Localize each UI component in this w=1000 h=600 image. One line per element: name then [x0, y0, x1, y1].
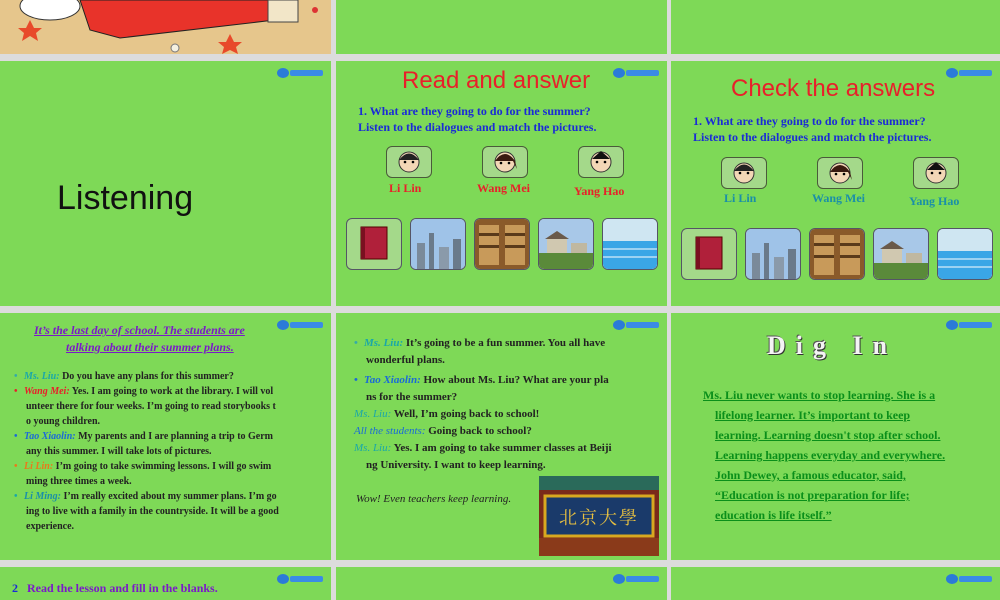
section-number: 2 — [12, 581, 18, 595]
avatar-yang-hao — [578, 146, 624, 178]
fill-blanks-heading — [12, 581, 218, 596]
dialogue-line-cont: ng University. I want to keep learning. — [366, 459, 546, 471]
dialogue-line: • Li Lin: I’m going to take swimming lessons. I will go swim — [14, 461, 272, 472]
logo-icon — [613, 319, 659, 331]
picture-library[interactable] — [474, 218, 530, 270]
dialogue-line: All the students: Going back to school? — [354, 425, 532, 437]
slide-fill-blanks[interactable] — [0, 567, 331, 600]
slide-read-answer[interactable] — [336, 61, 667, 306]
dialogue-line-cont: ns for the summer? — [366, 391, 458, 403]
picture-library[interactable] — [809, 228, 865, 280]
slide-title-read-answer: Read and answer — [402, 67, 591, 94]
logo-icon — [613, 67, 659, 79]
picture-city[interactable] — [410, 218, 466, 270]
dialogue-line-cont: ming three times a week. — [26, 476, 132, 487]
slide-top-right[interactable] — [671, 0, 1000, 54]
slide-listening[interactable] — [0, 61, 331, 306]
dialogue-line-cont: experience. — [26, 521, 75, 532]
logo-icon — [277, 573, 323, 585]
dialogue-line-cont: ing to live with a family in the countryside. It will be a good — [26, 506, 279, 517]
logo-icon — [946, 67, 992, 79]
name-wang-mei: Wang Mei — [477, 181, 530, 195]
slide-top-left[interactable] — [0, 0, 331, 54]
avatar-wang-mei — [482, 146, 528, 178]
picture-swimming-pool[interactable] — [937, 228, 993, 280]
avatar-li-lin — [721, 157, 767, 189]
section-text: Read the lesson and fill in the blanks. — [27, 581, 218, 595]
slide-title-check-answers: Check the answers — [731, 75, 936, 102]
instruction-text: Listen to the dialogues and match the pictures. — [693, 130, 932, 144]
slide-dialogue-1[interactable] — [0, 313, 331, 560]
dialogue-line: • Ms. Liu: It’s going to be a fun summer. You all have — [354, 337, 606, 349]
picture-university-gate — [539, 476, 659, 556]
slide-title-listening: Listening — [57, 179, 194, 217]
question-text: 1. What are they going to do for the summer? — [358, 104, 591, 118]
picture-countryside[interactable] — [873, 228, 929, 280]
name-yang-hao: Yang Hao — [574, 184, 625, 198]
picture-book[interactable] — [681, 228, 737, 280]
logo-icon — [946, 319, 992, 331]
dialogue-line-cont: wonderful plans. — [366, 354, 445, 366]
logo-icon — [277, 319, 323, 331]
slide-dialogue-2[interactable] — [336, 313, 667, 560]
name-li-lin: Li Lin — [724, 191, 757, 205]
slide-bottom-middle[interactable] — [336, 567, 667, 600]
picture-book[interactable] — [346, 218, 402, 270]
avatar-li-lin — [386, 146, 432, 178]
beach-illustration — [0, 0, 331, 54]
name-yang-hao: Yang Hao — [909, 194, 960, 208]
dialogue-lines — [354, 335, 654, 474]
logo-icon — [613, 573, 659, 585]
dialogue-line-cont: unteer there for four weeks. I’m going to read storybooks t — [26, 401, 276, 412]
dialogue-line: Ms. Liu: Yes. I am going to take summer classes at Beiji — [354, 442, 612, 454]
slide-dig-in[interactable] — [671, 313, 1000, 560]
slide-bottom-right[interactable] — [671, 567, 1000, 600]
slide-title-dig-in: Dig In — [767, 331, 898, 360]
dialogue-line: • Tao Xiaolin: How about Ms. Liu? What are your pla — [354, 374, 609, 386]
avatar-yang-hao — [913, 157, 959, 189]
dialogue-line-cont: any this summer. I will take lots of pictures. — [26, 446, 212, 457]
dialogue-line: • Wang Mei: Yes. I am going to work at the library. I will vol — [14, 386, 274, 397]
question-text: 1. What are they going to do for the summer? — [693, 114, 926, 128]
dig-in-paragraph: Ms. Liu never wants to stop learning. She is a lifelong learner. It’s important to keep learning. Learning doesn't stop after school. Learning happens everyday and everywhere. John Dewey, a famous educator, said, “Education is not preparation for life; education is life itself.” — [703, 388, 946, 522]
slide-top-middle[interactable] — [336, 0, 667, 54]
dialogue-heading-line-1: It’s the last day of school. The students are — [34, 323, 245, 337]
dialogue-line-cont: o young children. — [26, 416, 100, 427]
slide-check-answers[interactable] — [671, 61, 1000, 306]
picture-countryside[interactable] — [538, 218, 594, 270]
instruction-text: Listen to the dialogues and match the pictures. — [358, 120, 597, 134]
gate-plaque-text: 北京大學 — [559, 508, 639, 528]
name-wang-mei: Wang Mei — [812, 191, 865, 205]
picture-city[interactable] — [745, 228, 801, 280]
name-li-lin: Li Lin — [389, 181, 422, 195]
logo-icon — [946, 573, 992, 585]
avatar-wang-mei — [817, 157, 863, 189]
dialogue-heading-line-2: talking about their summer plans. — [66, 340, 234, 354]
picture-swimming-pool[interactable] — [602, 218, 658, 270]
dialogue-lines — [14, 369, 314, 534]
dialogue-line: Ms. Liu: Well, I’m going back to school! — [354, 408, 540, 420]
dialogue-line: • Li Ming: I’m really excited about my summer plans. I’m go — [14, 491, 277, 502]
note-text: Wow! Even teachers keep learning. — [356, 493, 512, 505]
dialogue-line: • Tao Xiaolin: My parents and I are planning a trip to Germ — [14, 431, 274, 442]
logo-icon — [277, 67, 323, 79]
dialogue-line: • Ms. Liu: Do you have any plans for this summer? — [14, 371, 234, 382]
